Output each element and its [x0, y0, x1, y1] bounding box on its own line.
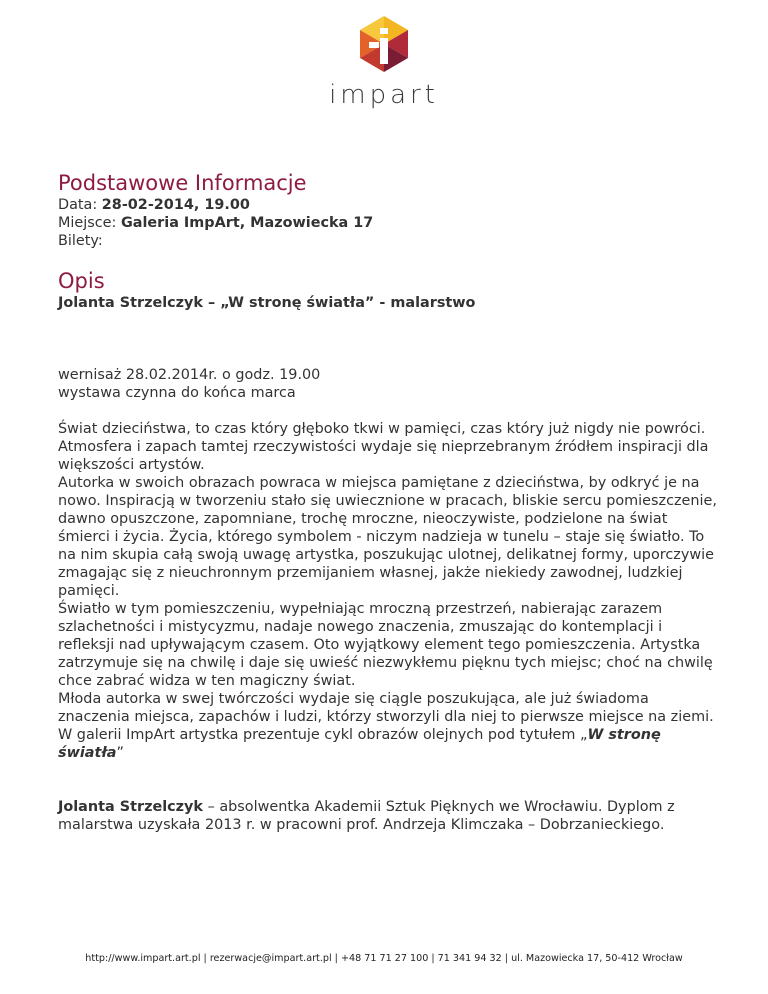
footer-contact: http://www.impart.art.pl | rezerwacje@impart.art.pl | +48 71 71 27 100 | 71 341 94 32 | ul. Mazowiecka 17, 50-412 Wrocław — [85, 953, 683, 964]
description-paragraph-4 — [58, 690, 718, 762]
vernissage-line: wernisaż 28.02.2014r. o godz. 19.00 — [58, 367, 321, 383]
open-until-line: wystawa czynna do końca marca — [58, 385, 296, 401]
description-paragraph-2: Autorka w swoich obrazach powraca w miejsca pamiętane z dzieciństwa, by odkryć je na nowo. Inspiracją w tworzeniu stało się uwiecznione w pracach, bliskie sercu pomieszczenie, dawno opuszczone, zapomniane, trochę mroczne, nieoczywiste, podzielone na świat śmierci i życia. Życia, którego symbolem - niczym nadzieja w tunelu – staje się światło. To na nim skupia całą swoją uwagę artystka, poszukując ulotnej, delikatnej formy, uporczywie zmagając się z nieuchronnym przemijaniem własnej, jakże niekiedy zawodnej, ludzkiej pamięci. — [58, 475, 717, 599]
artist-bio — [58, 798, 718, 834]
description-paragraph-3: Światło w tym pomieszczeniu, wypełniając mroczną przestrzeń, nabierając zarazem szlachetności i mistycyzmu, nadaje nowego znaczenia, zmuszając do kontemplacji i refleksji nad upływającym czasem. Oto wyjątkowy element tego pomieszczenia. Artystka zatrzymuje się na chwilę i daje się uwieść niezwykłemu pięknu tych miejsc; choć na chwilę chce zabrać widza w ten magiczny świat. — [58, 601, 713, 689]
quote-open: „ — [580, 727, 588, 743]
place-value: Galeria ImpArt, Mazowiecka 17 — [120, 215, 374, 231]
artist-bio-text: – absolwentka Akademii Sztuk Pięknych we Wrocławiu. Dyplom z malarstwa uzyskała 2013 r. w pracowni prof. Andrzeja Klimczaka – Dobrzanieckiego. — [58, 799, 675, 833]
place-line — [58, 214, 718, 232]
place-label: Miejsce: — [58, 215, 117, 231]
tickets-line — [58, 232, 718, 250]
description-heading: Opis — [58, 269, 105, 293]
exhibition-subtitle: Jolanta Strzelczyk – „W stronę światła” - malarstwo — [58, 295, 476, 311]
artist-name: Jolanta Strzelczyk — [58, 799, 203, 815]
description-paragraph-1: Świat dzieciństwa, to czas który głęboko tkwi w pamięci, czas który już nigdy nie powróci. Atmosfera i zapach tamtej rzeczywistości wydaje się nieprzebranym źródłem inspiracji dla większości artystów. — [58, 421, 709, 473]
exhibition-title: W stronę światła — [58, 727, 661, 761]
logo-wordmark: impart — [329, 80, 439, 110]
tickets-label: Bilety: — [58, 233, 103, 249]
paragraph-4-text: Młoda autorka w swej twórczości wydaje się ciągle poszukująca, ale już świadoma znaczenia miejsca, zapachów i ludzi, którzy stworzyli dla niej to pierwsze miejsce na ziemi. W galerii ImpArt artystka prezentuje cykl obrazów olejnych pod tytułem — [58, 691, 714, 743]
basic-info-heading: Podstawowe Informacje — [58, 171, 307, 195]
impart-logo-icon — [355, 14, 413, 76]
date-label: Data: — [58, 197, 98, 213]
quote-close: ” — [116, 745, 124, 761]
header-logo — [0, 0, 768, 120]
date-value: 28-02-2014, 19.00 — [101, 197, 250, 213]
date-line — [58, 196, 718, 214]
main-content — [58, 170, 718, 834]
